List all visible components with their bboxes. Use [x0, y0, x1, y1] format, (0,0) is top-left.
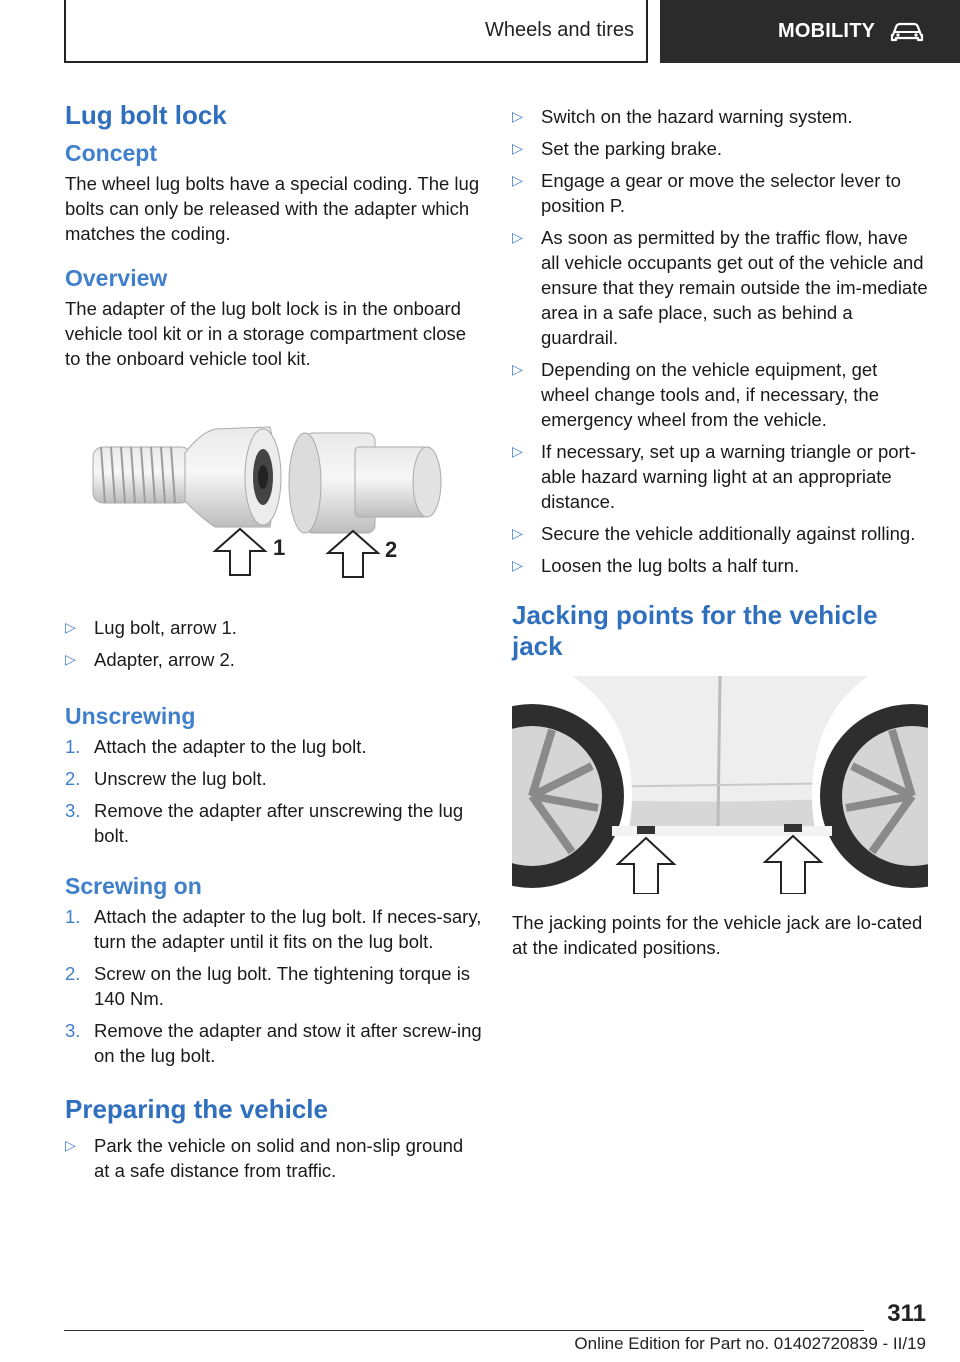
bullet-triangle-icon: ▷ — [512, 557, 523, 573]
jacking-points-text: The jacking points for the vehicle jack are lo-cated at the indicated positions. — [512, 912, 923, 958]
step-number: 2. — [65, 963, 81, 984]
lug-bolt-adapter-illustration — [65, 405, 455, 585]
footer-divider — [64, 1330, 864, 1331]
unscrewing-heading: Unscrewing — [65, 703, 196, 729]
list-item: ▷ Switch on the hazard warning system. — [512, 106, 853, 127]
unscrewing-steps — [65, 734, 483, 848]
lug-bolt-lock-title: Lug bolt lock — [65, 100, 227, 130]
page-number: 311 — [887, 1300, 926, 1327]
list-item: ▷ If necessary, set up a warning triangle or port-able hazard warning light at an appropriate distance. — [512, 441, 916, 512]
edition-note: Online Edition for Part no. 01402720839 - II/19 — [574, 1334, 926, 1353]
step-number: 1. — [65, 906, 81, 927]
header-section-tab — [64, 0, 648, 63]
list-item: ▷ Depending on the vehicle equipment, get wheel change tools and, if necessary, the emergency wheel from the vehicle. — [512, 359, 880, 430]
jacking-points-title: Jacking points for the vehicle jack — [512, 600, 878, 661]
step-number: 3. — [65, 1020, 81, 1041]
bullet-triangle-icon: ▷ — [512, 525, 523, 541]
list-item: 1. Attach the adapter to the lug bolt. — [65, 736, 367, 757]
bullet-triangle-icon: ▷ — [512, 361, 523, 377]
preparing-vehicle-title: Preparing the vehicle — [65, 1094, 328, 1124]
overview-list — [65, 615, 483, 672]
screwing-on-heading: Screwing on — [65, 873, 202, 899]
bullet-triangle-icon: ▷ — [65, 1137, 76, 1153]
list-item: 3. Remove the adapter after unscrewing the lug bolt. — [65, 800, 464, 846]
bullet-triangle-icon: ▷ — [512, 108, 523, 124]
section-title: Wheels and tires — [485, 19, 634, 41]
bullet-triangle-icon: ▷ — [512, 229, 523, 245]
list-item: 1. Attach the adapter to the lug bolt. If neces-sary, turn the adapter until it fits on the lug bolt. — [65, 906, 482, 952]
step-number: 2. — [65, 768, 81, 789]
list-item: ▷ Park the vehicle on solid and non-slip ground at a safe distance from traffic. — [65, 1135, 464, 1181]
preparing-list-continued — [512, 104, 930, 578]
list-item: ▷ Set the parking brake. — [512, 138, 722, 159]
bullet-triangle-icon: ▷ — [65, 651, 76, 667]
arrow-label-2: 2 — [385, 537, 398, 562]
list-item: ▷ Lug bolt, arrow 1. — [65, 617, 237, 638]
list-item: 2. Unscrew the lug bolt. — [65, 768, 267, 789]
list-item: ▷ As soon as permitted by the traffic flow, have all vehicle occupants get out of the vehicle and ensure that they remain outside the im-mediate area in a safe place, such as behind a guardrail. — [512, 227, 928, 348]
concept-heading: Concept — [65, 140, 157, 166]
overview-heading: Overview — [65, 265, 168, 291]
list-item: ▷ Loosen the lug bolts a half turn. — [512, 555, 800, 576]
arrow-label-1: 1 — [273, 535, 286, 560]
step-number: 1. — [65, 736, 81, 757]
overview-text: The adapter of the lug bolt lock is in the onboard vehicle tool kit or in a storage compartment close to the onboard vehicle tool kit. — [65, 298, 467, 369]
bullet-triangle-icon: ▷ — [65, 619, 76, 635]
step-number: 3. — [65, 800, 81, 821]
list-item: ▷ Adapter, arrow 2. — [65, 649, 235, 670]
list-item: ▷ Engage a gear or move the selector lever to position P. — [512, 170, 901, 216]
left-column — [65, 100, 483, 1201]
list-item: ▷ Secure the vehicle additionally against rolling. — [512, 523, 916, 544]
header-chapter-tab — [660, 0, 960, 63]
preparing-list-start — [65, 1133, 483, 1183]
bullet-triangle-icon: ▷ — [512, 172, 523, 188]
bullet-triangle-icon: ▷ — [512, 443, 523, 459]
right-column — [512, 104, 930, 978]
screwing-on-steps — [65, 904, 483, 1068]
bullet-triangle-icon: ▷ — [512, 140, 523, 156]
chapter-title: MOBILITY — [778, 20, 876, 42]
car-icon — [889, 21, 925, 43]
vehicle-jacking-points-illustration — [512, 676, 928, 894]
list-item: 2. Screw on the lug bolt. The tightening torque is 140 Nm. — [65, 963, 471, 1009]
list-item: 3. Remove the adapter and stow it after screw-ing on the lug bolt. — [65, 1020, 482, 1066]
concept-text: The wheel lug bolts have a special coding. The lug bolts can only be released with the adapter which matches the coding. — [65, 173, 480, 244]
